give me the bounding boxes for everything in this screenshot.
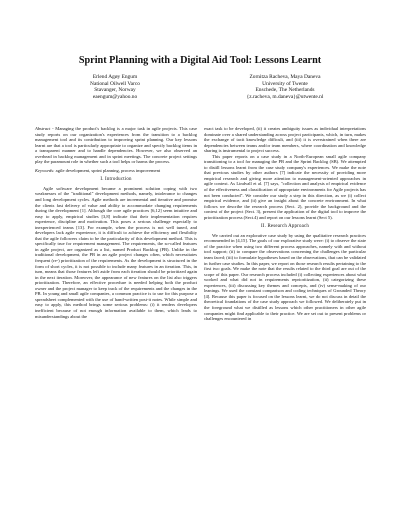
author-affiliation: University of Twente [262, 80, 308, 87]
abstract [35, 126, 197, 165]
keywords [35, 168, 197, 174]
left-column [35, 126, 197, 319]
section-heading-introduction: I. Introduction [100, 177, 132, 183]
author-block-1 [30, 74, 200, 100]
body-paragraph: This paper reports on a case study in a North-European small agile company transitioning to a tool for managing the PB and the Sprint Backlog (SB). We attempted to distill lessons learnt from the case study company's experiences. We make the note that previous studies by other authors [7] indicate the necessity of providing more empirical research and giving more attention to management-oriented approaches in agile context. As Lindvall et al. [7] says, "collection and analysis of empirical evidence of the effectiveness and classification of appropriate environments for Agile projects has not been conducted". We consider our study a step in this direction, as we (i) collect empirical evidence, and (ii) give an insight about the concrete environment. In what follows we describe the research process (Sect. 2), provide the background and the context of the project (Sect. 3), present the application of the digital tool to improve the prioritization process (Sect.4) and report on our lessons learnt (Sect 5). [204, 153, 366, 220]
author-block-2 [200, 74, 370, 100]
body-paragraph: Agile software development became a prominent solution coping with two weaknesses of the "traditional" development methods, namely, intolerance to changes and long development cycles. Agile methods are incremental and iterative and promise the clients fast delivery of value and ability to accommodate changing requirements during the development [1]. Although the core agile practices [6,12] seem intuitive and easy to apply, empirical studies [3,8] indicate that their implementation requires experience, discipline and motivation. This poses a serious challenge especially to inexperienced teams [13]. For example, when the process is not well tuned, and developers lack agile experience, it is difficult to achieve the efficiency and flexibility that the agile followers claim to be the particularity of this development method. This is specifically true for requirement management. The requirements, the so-called features in agile project, are organized as a list, named Product Backlog (PB). Unlike in the traditional development, the PB in an agile project changes often, which necessitates frequent (re-) prioritization of the requirements. As the development is structured in the form of short cycles, it is not possible to include many features in an iteration. This, in turn, means that those features left aside from each iteration should be prioritized again in the next iteration. Moreover, the appearance of new features on the list also triggers prioritization. Therefore, an effective procedure is needed helping both the product owner and the project manager to keep track of the requirements and the changes in the PB. In young and small agile companies, a common practice is to use for this purpose a spreadsheet complemented with the use of hand-written post-it notes. While simple and easy to apply, this method brings some serious problems: (i) it renders developers inefficient because of not enough information available to them, which leads to misunderstandings about the [35, 185, 197, 319]
author-location: Enschede, The Netherlands [255, 87, 315, 94]
author-email: {z.racheva, m.daneva}@utwente.nl [246, 93, 324, 100]
author-name: Zornitza Racheva, Maya Daneva [249, 74, 321, 80]
paper-title: Sprint Planning with a Digital Aid Tool: Lessons Learnt [78, 55, 322, 66]
author-name: Erlend Agøy Engum [92, 74, 138, 80]
author-email: eaengum@yahoo.no [92, 93, 138, 100]
body-paragraph: We carried out an explorative case study by using the qualitative research practices recommended in [4,15]. The goals of our explorative study were: (i) to observe the state of the practice when using two different process approaches, namely with and without tool support; (ii) to compare the observations concerning the challenges the particular team faced; (iii) to formulate hypotheses based on the observations, that can be validated in further case studies. In this paper, we report on those research results pertaining to the first two goals. We make the note that the results related to the third goal are out of the scope of this paper. Our research process included (i) collecting experiences about what worked and what did not in requirements reprioritization, (ii) categorizing these experiences, (iii) discussing key themes and concepts, and (iv) sense-making of our leanings. We used the constant comparison and coding techniques of Grounded Theory [4]. Because this paper is focused on the lessons learnt, we do not discuss in detail the theoretical foundations of the case study approach we followed. We deliberately put in the foreground what we distilled as lessons which other practitioners in other agile companies might find applicable to their practice. We are set out to present problems or challenges encountered in [204, 232, 366, 322]
abstract-label: Abstract [35, 126, 51, 131]
author-affiliation: National Oilwell Varco [90, 80, 140, 87]
keywords-label: Keywords: [35, 167, 55, 173]
abstract-text: - Managing the product's backlog is a major task in agile projects. This case study reports on our organization's experiences from the transition to a backlog management tool and its contribution to improving sprint planning. Our key lessons learnt are that a tool is particularly appropriate to organize and specify backlog items in a transparent manner and to handle dependencies. However, we also observed an overhead in backlog management and in sprint meetings. The concrete project settings play the paramount role in whether such a tool helps or harms the process. [35, 126, 197, 165]
section-heading-research-approach: II. Research Approach [260, 224, 310, 230]
author-location: Stavanger, Norway [94, 87, 136, 94]
body-paragraph: exact task to be developed, (ii) it creates ambiguity issues as individual interpretations dominate over a shared understanding across project participants, which, in turn, makes the exchange of tacit knowledge difficult, and (iii) it is overstrained when there are dependencies between teams and/or team members, where coordination and knowledge sharing is instrumental to project success. [204, 126, 366, 154]
keywords-text: agile development, sprint planning, process improvement [54, 167, 161, 173]
right-column [204, 126, 366, 322]
